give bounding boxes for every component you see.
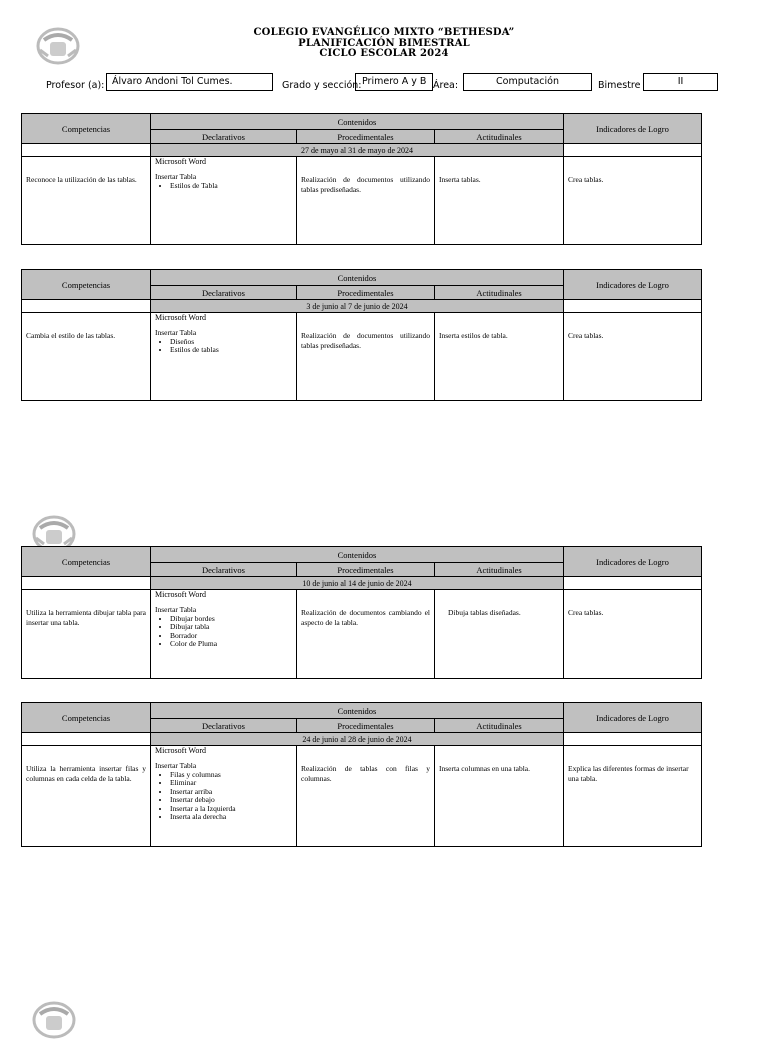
actitudinales-header: Actitudinales	[435, 719, 564, 733]
indicador-cell: Explica las diferentes formas de insertar una tabla.	[564, 746, 702, 847]
list-item: • Insertar arriba	[170, 788, 292, 797]
declarativo-list	[155, 615, 292, 649]
procedimental-cell: Realización de tablas con filas y columnas.	[297, 746, 435, 847]
declarativos-header: Declarativos	[151, 563, 297, 577]
week-table	[21, 702, 702, 847]
area-label: Área:	[433, 80, 459, 91]
area-field: Computación	[463, 73, 592, 91]
declarativos-header: Declarativos	[151, 286, 297, 300]
list-item: • Inserta ala derecha	[170, 813, 292, 822]
indicadores-header: Indicadores de Logro	[564, 703, 702, 733]
week-table	[21, 269, 702, 401]
indicador-cell: Crea tablas.	[564, 157, 702, 245]
week-table	[21, 113, 702, 245]
week-date: 27 de mayo al 31 de mayo de 2024	[151, 144, 564, 157]
indicador-cell: Crea tablas.	[564, 590, 702, 679]
declarativo-subtitle: Insertar Tabla	[155, 605, 197, 614]
competencias-header: Competencias	[22, 270, 151, 300]
teacher-field: Álvaro Andoni Tol Cumes.	[106, 73, 273, 91]
competencia-cell: Utiliza la herramienta insertar filas y columnas en cada celda de la tabla.	[22, 746, 151, 847]
list-item: • Filas y columnas	[170, 771, 292, 780]
bimester-field: II	[643, 73, 718, 91]
declarativo-title: Microsoft Word	[155, 157, 206, 166]
list-item: • Estilos de Tabla	[170, 182, 292, 191]
contenidos-header: Contenidos	[151, 703, 564, 719]
plan-title: PLANIFICACIÓN BIMESTRAL	[298, 37, 470, 49]
contenidos-header: Contenidos	[151, 547, 564, 563]
declarativos-header: Declarativos	[151, 719, 297, 733]
school-name: COLEGIO EVANGÉLICO MIXTO “BETHESDA”	[253, 27, 515, 38]
declarativo-subtitle: Insertar Tabla	[155, 761, 197, 770]
competencias-header: Competencias	[22, 114, 151, 144]
procedimental-cell: Realización de documentos cambiando el aspecto de la tabla.	[297, 590, 435, 679]
declarativo-subtitle: Insertar Tabla	[155, 172, 197, 181]
week-date: 3 de junio al 7 de junio de 2024	[151, 300, 564, 313]
declarativo-title: Microsoft Word	[155, 590, 206, 599]
procedimentales-header: Procedimentales	[297, 130, 435, 144]
list-item: • Estilos de tablas	[170, 346, 292, 355]
procedimentales-header: Procedimentales	[297, 286, 435, 300]
list-item: • Diseños	[170, 338, 292, 347]
list-item: • Borrador	[170, 632, 292, 641]
declarativo-subtitle: Insertar Tabla	[155, 328, 197, 337]
actitudinal-cell: Inserta columnas en una tabla.	[435, 746, 564, 847]
procedimental-cell: Realización de documentos utilizando tablas prediseñadas.	[297, 157, 435, 245]
list-item: • Insertar debajo	[170, 796, 292, 805]
list-item: • Insertar a la Izquierda	[170, 805, 292, 814]
declarativo-list	[155, 338, 292, 355]
declarativo-list	[155, 771, 292, 823]
info-row	[0, 73, 768, 97]
school-logo-icon	[30, 1000, 78, 1040]
indicadores-header: Indicadores de Logro	[564, 547, 702, 577]
procedimentales-header: Procedimentales	[297, 563, 435, 577]
week-date: 10 de junio al 14 de junio de 2024	[151, 577, 564, 590]
competencia-cell: Utiliza la herramienta dibujar tabla para insertar una tabla.	[22, 590, 151, 679]
competencia-cell: Cambia el estilo de las tablas.	[22, 313, 151, 401]
indicador-cell: Crea tablas.	[564, 313, 702, 401]
actitudinal-cell: Inserta estilos de tabla.	[435, 313, 564, 401]
actitudinal-cell: Dibuja tablas diseñadas.	[435, 590, 564, 679]
document-header	[0, 28, 768, 60]
contenidos-header: Contenidos	[151, 114, 564, 130]
declarativo-title: Microsoft Word	[155, 313, 206, 322]
cycle-title: CICLO ESCOLAR 2024	[319, 48, 449, 59]
indicadores-header: Indicadores de Logro	[564, 270, 702, 300]
list-item: • Color de Pluma	[170, 640, 292, 649]
grade-field: Primero A y B	[355, 73, 433, 91]
indicadores-header: Indicadores de Logro	[564, 114, 702, 144]
grade-label: Grado y sección:	[282, 80, 362, 91]
declarativo-cell	[151, 313, 297, 401]
declarativo-cell	[151, 746, 297, 847]
competencias-header: Competencias	[22, 547, 151, 577]
declarativos-header: Declarativos	[151, 130, 297, 144]
bimester-label: Bimestre	[598, 80, 641, 91]
competencias-header: Competencias	[22, 703, 151, 733]
procedimental-cell: Realización de documentos utilizando tablas prediseñadas.	[297, 313, 435, 401]
actitudinal-cell: Inserta tablas.	[435, 157, 564, 245]
actitudinales-header: Actitudinales	[435, 130, 564, 144]
competencia-cell: Reconoce la utilización de las tablas.	[22, 157, 151, 245]
contenidos-header: Contenidos	[151, 270, 564, 286]
teacher-label: Profesor (a):	[46, 80, 105, 91]
list-item: • Dibujar tabla	[170, 623, 292, 632]
declarativo-cell	[151, 157, 297, 245]
declarativo-list	[155, 182, 292, 191]
week-table	[21, 546, 702, 679]
week-date: 24 de junio al 28 de junio de 2024	[151, 733, 564, 746]
actitudinales-header: Actitudinales	[435, 286, 564, 300]
actitudinales-header: Actitudinales	[435, 563, 564, 577]
declarativo-cell	[151, 590, 297, 679]
declarativo-title: Microsoft Word	[155, 746, 206, 755]
list-item: • Eliminar	[170, 779, 292, 788]
procedimentales-header: Procedimentales	[297, 719, 435, 733]
list-item: • Dibujar bordes	[170, 615, 292, 624]
